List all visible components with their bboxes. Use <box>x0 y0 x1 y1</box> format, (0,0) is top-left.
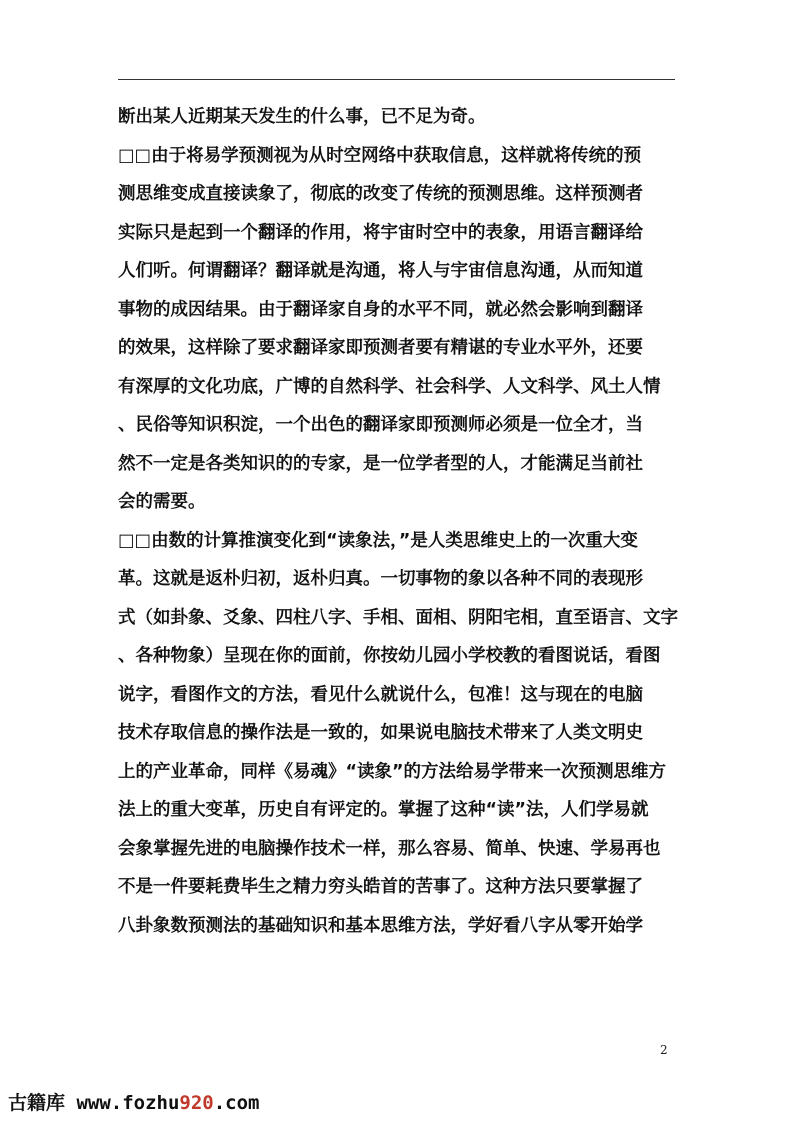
site-watermark <box>8 1088 259 1115</box>
watermark-suffix: .com <box>213 1092 260 1114</box>
text-line: 八卦象数预测法的基础知识和基本思维方法，学好看八字从零开始学 <box>118 915 643 936</box>
text-line: 上的产业革命，同样《易魂》“读象”的方法给易学带来一次预测思维方 <box>118 761 667 782</box>
text-line: 的效果，这样除了要求翻译家即预测者要有精谌的专业水平外，还要 <box>118 338 643 358</box>
page-number: 2 <box>660 1043 668 1057</box>
text-line: 然不一定是各类知识的的专家，是一位学者型的人，才能满足当前社 <box>118 453 643 474</box>
watermark-number: 920 <box>179 1092 214 1114</box>
text-line: 革。这就是返朴归初，返朴归真。一切事物的象以各种不同的表现形 <box>118 569 643 589</box>
text-line: 事物的成因结果。由于翻译家自身的水平不同，就必然会影响到翻译 <box>118 299 643 320</box>
text-line: 实际只是起到一个翻译的作用，将宇宙时空中的表象，用语言翻译给 <box>118 222 643 243</box>
text-line: 式（如卦象、爻象、四柱八字、手相、面相、阴阳宅相，直至语言、文字 <box>118 607 678 628</box>
text-line: 、各种物象）呈现在你的面前，你按幼儿园小学校教的看图说话，看图 <box>118 646 661 666</box>
text-line: 会象掌握先进的电脑操作技术一样，那么容易、简单、快速、学易再也 <box>118 838 661 859</box>
text-line: 说字，看图作文的方法，看见什么就说什么，包准！这与现在的电脑 <box>118 684 643 705</box>
text-line: 技术存取信息的操作法是一致的，如果说电脑技术带来了人类文明史 <box>118 723 643 743</box>
text-line: 测思维变成直接读象了，彻底的改变了传统的预测思维。这样预测者 <box>118 184 643 204</box>
text-line: □□由于将易学预测视为从时空网络中获取信息，这样就将传统的预 <box>118 145 642 166</box>
text-line: 断出某人近期某天发生的什么事，已不足为奇。 <box>118 107 486 127</box>
header-rule <box>118 79 675 80</box>
text-line: 会的需要。 <box>118 492 206 512</box>
body-text <box>118 98 678 945</box>
text-line: 人们听。何谓翻译？翻译就是沟通，将人与宇宙信息沟通，从而知道 <box>118 261 643 281</box>
text-line: □□由数的计算推演变化到“读象法，”是人类思维史上的一次重大变 <box>118 530 638 551</box>
watermark-prefix: 古籍库 www.fozhu <box>8 1092 180 1114</box>
text-line: 有深厚的文化功底，广博的自然科学、社会科学、人文科学、风土人情 <box>118 376 661 397</box>
text-line: 法上的重大变革，历史自有评定的。掌握了这种“读”法，人们学易就 <box>118 800 649 820</box>
text-line: 、民俗等知识积淀，一个出色的翻译家即预测师必须是一位全才，当 <box>118 415 643 435</box>
text-line: 不是一件要耗费毕生之精力穷头皓首的苦事了。这种方法只要掌握了 <box>118 877 643 897</box>
